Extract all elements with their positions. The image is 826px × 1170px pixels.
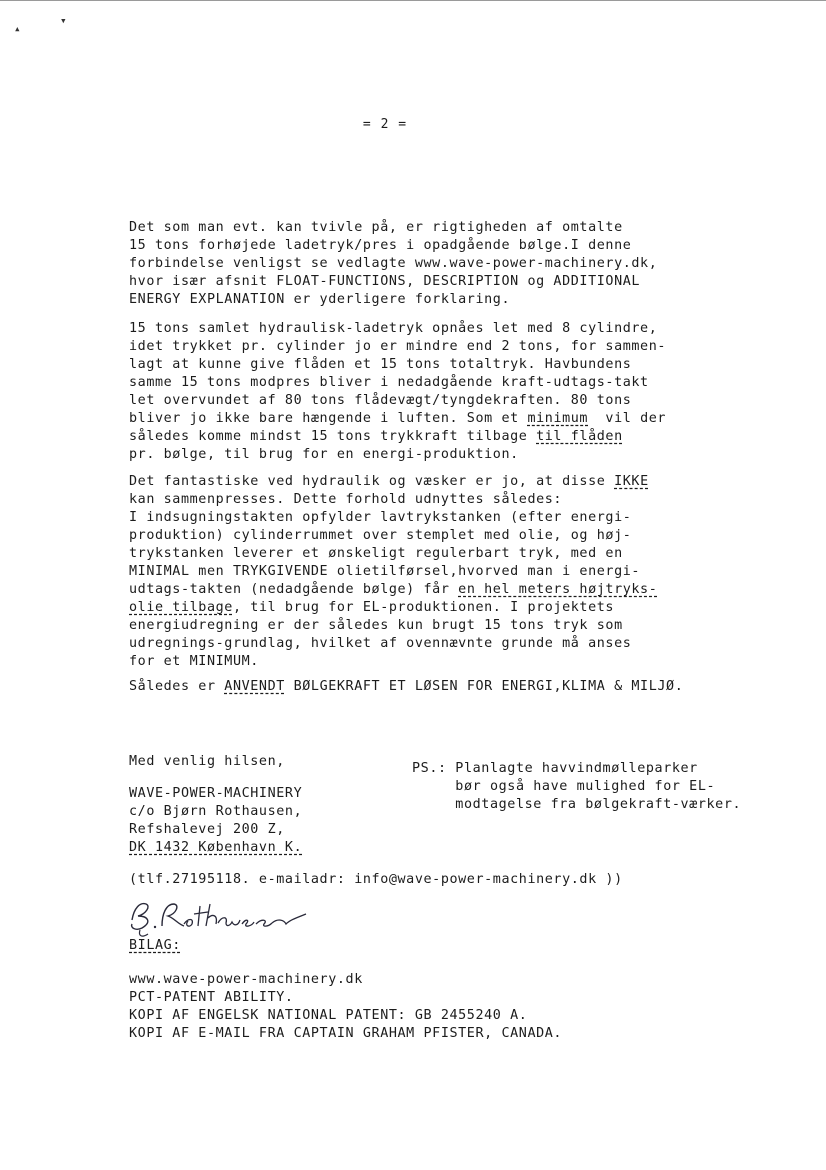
text-line: idet trykket pr. cylinder jo er mindre end 2 tons, for sammen- xyxy=(129,339,667,354)
text-line: pr. bølge, til brug for en energi-produktion. xyxy=(129,447,519,462)
text-segment: , til brug for EL-produktionen. I projektets xyxy=(232,600,615,615)
text-line xyxy=(129,599,657,617)
sender-address xyxy=(129,785,302,857)
scan-top-edge xyxy=(0,0,826,1)
text-line: 15 tons samlet hydraulisk-ladetryk opnåes let med 8 cylindre, xyxy=(129,321,658,336)
greeting: Med venlig hilsen, xyxy=(129,754,285,769)
underlined-text: en hel meters højtryks- xyxy=(458,582,658,597)
text-segment: bliver jo ikke bare hængende i luften. Som et xyxy=(129,411,528,426)
sender-city: DK 1432 København K. xyxy=(129,840,303,855)
attachments-heading: BILAG: xyxy=(129,938,181,953)
text-line: Det som man evt. kan tvivle på, er rigtigheden af omtalte xyxy=(129,220,623,235)
text-line: MINIMAL men TRYKGIVENDE olietilførsel,hvorved man i energi- xyxy=(129,564,641,579)
text-line: trykstanken leverer et ønskeligt regulerbart tryk, med en xyxy=(129,546,623,561)
text-segment: Således er xyxy=(129,679,225,694)
text-segment: udtags-takten (nedadgående bølge) får xyxy=(129,582,459,597)
text-line: kan sammenpresses. Dette forhold udnyttes således: xyxy=(129,492,563,507)
text-line: 15 tons forhøjede ladetryk/pres i opadgående bølge.I denne xyxy=(129,238,632,253)
postscript xyxy=(412,760,741,814)
text-segment: vil der xyxy=(588,411,667,426)
text-line: let overvundet af 80 tons flådevægt/tyngdekraften. 80 tons xyxy=(129,393,632,408)
text-segment: således komme mindst 15 tons trykkraft tilbage xyxy=(129,429,537,444)
sender-co: c/o Bjørn Rothausen, xyxy=(129,804,303,819)
underlined-text: minimum xyxy=(527,411,589,426)
text-line: hvor især afsnit FLOAT-FUNCTIONS, DESCRIPTION og ADDITIONAL xyxy=(129,274,641,289)
text-line: samme 15 tons modpres bliver i nedadgående kraft-udtags-takt xyxy=(129,375,649,390)
text-segment: Det fantastiske ved hydraulik og væsker er jo, at disse xyxy=(129,474,615,489)
text-line: produktion) cylinderrummet over stemplet med olie, og høj- xyxy=(129,528,632,543)
text-line xyxy=(129,410,666,428)
text-line xyxy=(129,581,657,599)
underlined-text: til flåden xyxy=(536,429,623,444)
attachments-list xyxy=(129,971,562,1043)
paragraph-3 xyxy=(129,473,657,671)
paragraph-1 xyxy=(129,219,657,309)
text-segment: BØLGEKRAFT ET LØSEN FOR ENERGI,KLIMA & MILJØ. xyxy=(284,679,684,694)
attachment-item: PCT-PATENT ABILITY. xyxy=(129,990,294,1005)
text-line xyxy=(129,428,666,446)
underlined-text: ANVENDT xyxy=(224,679,285,694)
text-line: udregnings-grundlag, hvilket af ovennævnte grunde må anses xyxy=(129,636,632,651)
contact-line: (tlf.27195118. e-mailadr: info@wave-power-machinery.dk )) xyxy=(129,872,623,887)
text-line: for et MINIMUM. xyxy=(129,654,259,669)
text-line: I indsugningstakten opfylder lavtrykstanken (efter energi- xyxy=(129,510,632,525)
attachment-item: KOPI AF E-MAIL FRA CAPTAIN GRAHAM PFISTER, CANADA. xyxy=(129,1026,563,1041)
sender-company: WAVE-POWER-MACHINERY xyxy=(129,786,303,801)
ps-line: modtagelse fra bølgekraft-værker. xyxy=(412,797,742,812)
ps-line: PS.: Planlagte havvindmølleparker xyxy=(412,761,698,776)
page-number: = 2 = xyxy=(362,117,408,132)
handwritten-signature xyxy=(118,890,318,938)
text-line: energiudregning er der således kun brugt 15 tons tryk som xyxy=(129,618,623,633)
text-line xyxy=(129,473,657,491)
attachment-item: www.wave-power-machinery.dk xyxy=(129,972,363,987)
attachment-item: KOPI AF ENGELSK NATIONAL PATENT: GB 2455240 A. xyxy=(129,1008,528,1023)
text-line: lagt at kunne give flåden et 15 tons totaltryk. Havbundens xyxy=(129,357,632,372)
paragraph-2 xyxy=(129,320,666,464)
scan-speck: ▾ xyxy=(60,14,67,27)
text-line: ENERGY EXPLANATION er yderligere forklaring. xyxy=(129,292,511,307)
sender-street: Refshalevej 200 Z, xyxy=(129,822,285,837)
ps-line: bør også have mulighed for EL- xyxy=(412,779,716,794)
scan-speck: ▴ xyxy=(14,22,21,35)
conclusion-line xyxy=(129,678,683,696)
underlined-text: olie tilbage xyxy=(129,600,233,615)
underlined-text: IKKE xyxy=(614,474,649,489)
text-line: forbindelse venligst se vedlagte www.wave-power-machinery.dk, xyxy=(129,256,658,271)
signature-drawing xyxy=(118,890,318,938)
